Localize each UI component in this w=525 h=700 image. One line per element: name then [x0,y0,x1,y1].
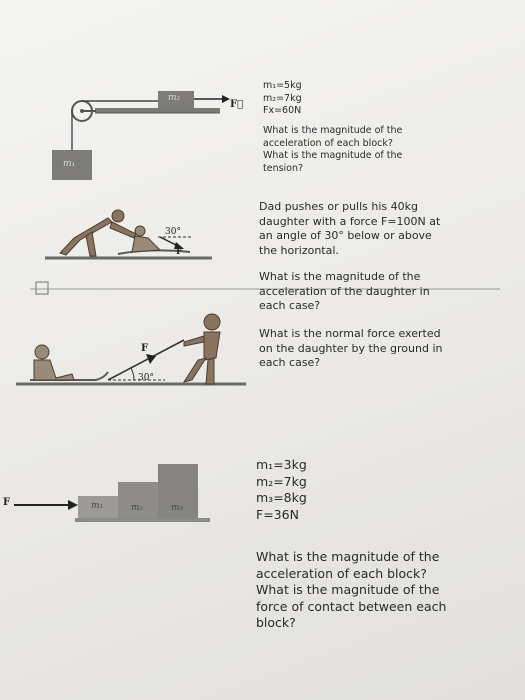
question-line: tension? [263,162,304,174]
problem3-values [256,457,307,523]
question-line: What is the magnitude of the [256,582,440,597]
value-line: m₂=7kg [256,473,307,489]
value-line: Fx=60N [263,105,302,117]
angle-arc-bottom [131,368,134,380]
statement-line: an angle of 30° below or above [259,229,432,243]
value-line: m₁=3kg [256,457,307,472]
question-line: What is the magnitude of the [263,150,403,162]
label-force-p3: F [3,497,11,508]
angle-label-bottom: 30° [138,373,154,383]
question-line: What is the magnitude of the [259,270,421,283]
label-block-m1: m₁ [91,501,104,511]
problem1-values [263,80,302,118]
angle-label-top: 30° [165,227,181,237]
question-line: each case? [259,356,321,370]
question-line: What is the normal force exerted [259,327,441,340]
label-block-m3: m₃ [171,503,184,513]
push-arrowhead [68,500,78,510]
problem1-questions [263,125,402,175]
floor [75,518,210,522]
problem2-question-normal [259,327,442,371]
value-line: m₁=5kg [263,80,302,91]
question-line: force of contact between each [256,598,447,614]
force-label-bottom: F [141,343,149,354]
label-force-p1: F⃗ [230,99,244,110]
label-m1: m₁ [63,159,76,169]
question-line: What is the magnitude of the [263,125,403,136]
question-line: acceleration of each block? [256,565,427,581]
table-top [95,108,220,113]
question-line: acceleration of each block? [263,137,393,149]
value-line: F=36N [256,506,299,522]
statement-line: the horizontal. [259,243,339,257]
value-line: m₂=7kg [263,92,302,104]
problem2-statement [259,200,440,258]
dad-figure-bottom [184,314,220,384]
dad-figure-top [60,210,136,256]
label-block-m2: m₂ [131,503,144,513]
force-arrowhead [222,95,230,103]
question-line: What is the magnitude of the [256,549,440,564]
question-line: acceleration of the daughter in [259,284,430,298]
statement-line: Dad pushes or pulls his 40kg [259,200,418,213]
statement-line: daughter with a force F=100N at [259,214,441,228]
daughter-figure-top [132,226,160,252]
force-label-top: F [176,247,183,257]
question-line: block? [256,615,296,630]
question-line: each case? [259,299,321,313]
problem2-question-accel [259,270,430,314]
punch-hole-mark [36,282,48,294]
daughter-figure-bottom [34,345,74,380]
value-line: m₃=8kg [256,490,307,505]
question-line: on the daughter by the ground in [259,341,443,355]
problem3-questions [256,549,446,632]
label-m2: m₂ [168,93,181,103]
